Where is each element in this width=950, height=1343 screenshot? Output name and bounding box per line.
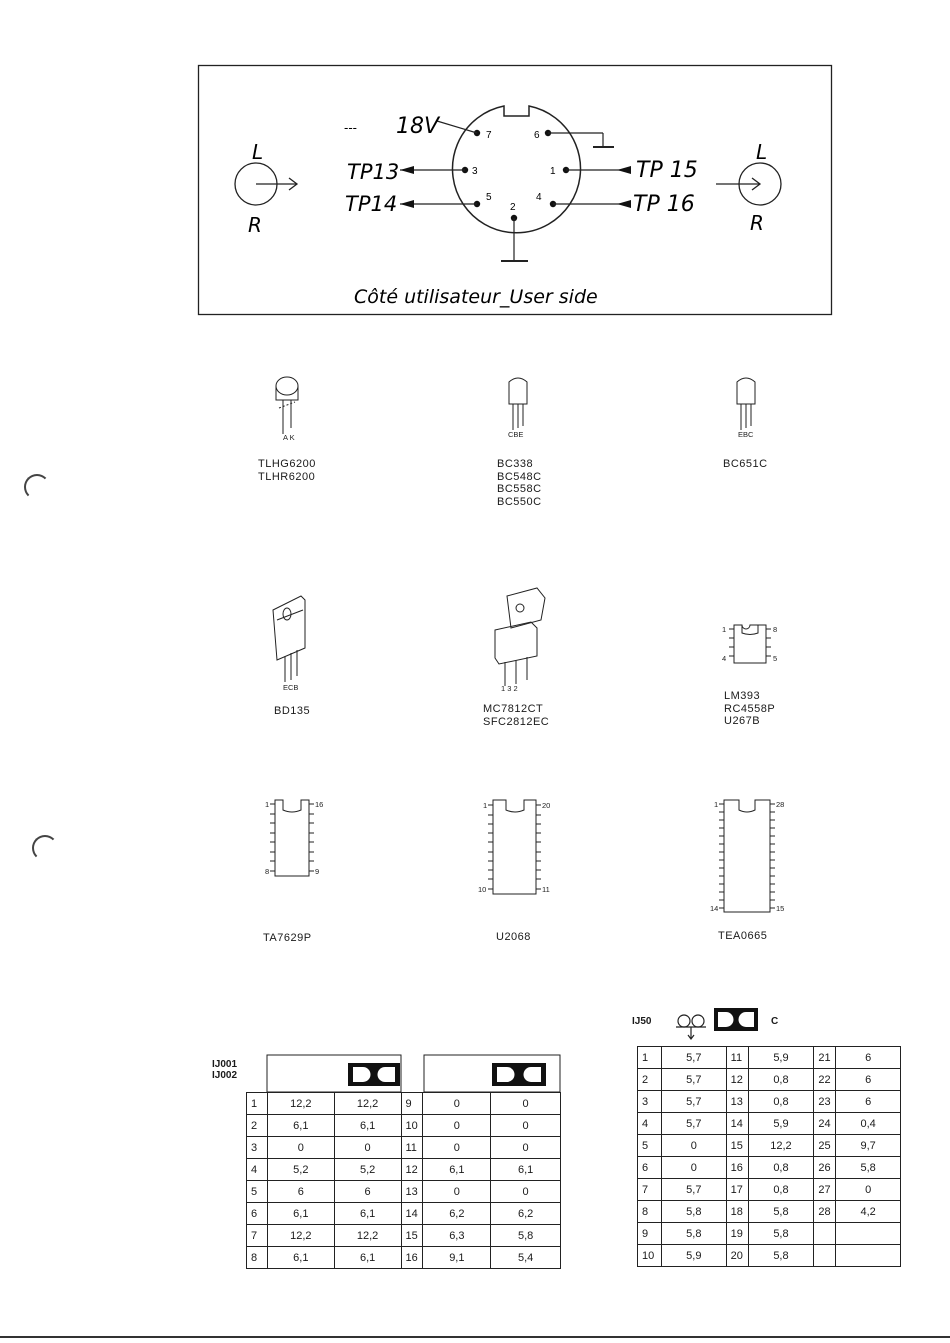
table-row bbox=[247, 1181, 561, 1203]
to92-pin-label: CBE bbox=[508, 430, 524, 439]
voltage-cell: 5,8 bbox=[661, 1201, 726, 1223]
tea0665-part-number: TEA0665 bbox=[718, 930, 768, 942]
dip28-pin28: 28 bbox=[776, 800, 785, 809]
table-row bbox=[638, 1157, 901, 1179]
pin-cell: 25 bbox=[814, 1135, 836, 1157]
voltage-cell: 5,2 bbox=[334, 1159, 401, 1181]
to92-transistor-2-icon bbox=[737, 378, 755, 430]
voltage-cell: 6,1 bbox=[334, 1115, 401, 1137]
pin-cell: 10 bbox=[638, 1245, 662, 1267]
pin-cell: 28 bbox=[814, 1201, 836, 1223]
pin-cell: 18 bbox=[726, 1201, 748, 1223]
led-pin-label: A K bbox=[283, 433, 295, 442]
dip28-pin14: 14 bbox=[710, 904, 719, 913]
table-row bbox=[638, 1179, 901, 1201]
table-row bbox=[247, 1115, 561, 1137]
dolby-logo-icon bbox=[492, 1063, 546, 1086]
voltage-cell: 5,8 bbox=[836, 1157, 901, 1179]
transistor-part-numbers: BC338 BC548C BC558C BC550C bbox=[497, 458, 542, 508]
right-speaker-l: L bbox=[756, 140, 768, 164]
punch-hole-mark bbox=[32, 835, 58, 861]
pin-label-7: 7 bbox=[486, 130, 492, 141]
table1-id-1: IJ001 bbox=[212, 1059, 238, 1070]
pin-cell: 3 bbox=[247, 1137, 268, 1159]
pin-cell: 12 bbox=[726, 1069, 748, 1091]
left-speaker-symbol bbox=[235, 163, 297, 205]
pin-cell: 21 bbox=[814, 1047, 836, 1069]
voltage-cell: 0 bbox=[491, 1093, 561, 1115]
pin-cell: 15 bbox=[401, 1225, 423, 1247]
pin-cell: 5 bbox=[638, 1135, 662, 1157]
voltage-cell: 0 bbox=[423, 1093, 491, 1115]
table-row bbox=[247, 1203, 561, 1225]
pin-cell: 6 bbox=[638, 1157, 662, 1179]
dip28-pin1: 1 bbox=[714, 800, 719, 809]
left-speaker-r: R bbox=[248, 213, 262, 237]
voltage-cell: 6 bbox=[836, 1047, 901, 1069]
pin-cell: 15 bbox=[726, 1135, 748, 1157]
dip20-package-icon bbox=[488, 800, 541, 894]
pin-cell: 3 bbox=[638, 1091, 662, 1113]
voltage-cell: 6,1 bbox=[491, 1159, 561, 1181]
to220-regulator-icon bbox=[495, 588, 545, 686]
to220-pin-label: 1 3 2 bbox=[501, 684, 518, 693]
table-row bbox=[247, 1247, 561, 1269]
to92-2-pin-label: EBC bbox=[738, 430, 754, 439]
pin-cell: 6 bbox=[247, 1203, 268, 1225]
voltage-cell: 0 bbox=[491, 1115, 561, 1137]
pin-cell: 10 bbox=[401, 1115, 423, 1137]
pin-cell: 1 bbox=[638, 1047, 662, 1069]
table-row bbox=[247, 1159, 561, 1181]
voltage-cell: 0,8 bbox=[748, 1157, 814, 1179]
bc651c-part-number: BC651C bbox=[723, 458, 768, 470]
pin-cell: 17 bbox=[726, 1179, 748, 1201]
voltage-cell: 0 bbox=[267, 1137, 334, 1159]
voltage-cell: 6 bbox=[836, 1069, 901, 1091]
led-outline-icon bbox=[276, 377, 298, 434]
pin-cell: 16 bbox=[401, 1247, 423, 1269]
pin-label-3: 3 bbox=[472, 166, 478, 177]
u2068-part-number: U2068 bbox=[496, 931, 531, 943]
pin-cell: 11 bbox=[726, 1047, 748, 1069]
dc-supply-symbol: --- bbox=[344, 120, 357, 135]
pin-cell: 9 bbox=[401, 1093, 423, 1115]
tape-head-icon bbox=[676, 1015, 706, 1039]
pin-cell: 8 bbox=[638, 1201, 662, 1223]
table-row bbox=[638, 1069, 901, 1091]
table2-voltages bbox=[637, 1046, 901, 1267]
pin-cell: 20 bbox=[726, 1245, 748, 1267]
pin-cell: 14 bbox=[401, 1203, 423, 1225]
voltage-cell: 6,1 bbox=[267, 1247, 334, 1269]
pin-label-6: 6 bbox=[534, 130, 540, 141]
table-row bbox=[638, 1113, 901, 1135]
voltage-cell: 0,8 bbox=[748, 1091, 814, 1113]
voltage-cell: 0,4 bbox=[836, 1113, 901, 1135]
voltage-cell: 9,7 bbox=[836, 1135, 901, 1157]
pin-label-1: 1 bbox=[550, 166, 556, 177]
dip16-pin8: 8 bbox=[265, 867, 270, 876]
pin-cell: 4 bbox=[638, 1113, 662, 1135]
dip8-pin8: 8 bbox=[773, 625, 778, 634]
pin-cell: 2 bbox=[247, 1115, 268, 1137]
page-bottom-rule bbox=[0, 1336, 950, 1338]
table1-header bbox=[266, 1053, 561, 1093]
table-row bbox=[638, 1135, 901, 1157]
pin-cell: 27 bbox=[814, 1179, 836, 1201]
pin-cell: 26 bbox=[814, 1157, 836, 1179]
voltage-cell: 6,1 bbox=[334, 1203, 401, 1225]
right-speaker-r: R bbox=[750, 211, 764, 235]
pin-cell: 7 bbox=[638, 1179, 662, 1201]
pin-cell: 7 bbox=[247, 1225, 268, 1247]
voltage-cell: 6,1 bbox=[267, 1115, 334, 1137]
pin-cell: 1 bbox=[247, 1093, 268, 1115]
dip28-package-icon bbox=[719, 800, 775, 912]
voltage-cell: 5,7 bbox=[661, 1179, 726, 1201]
pin-cell: 13 bbox=[401, 1181, 423, 1203]
voltage-cell: 5,9 bbox=[661, 1245, 726, 1267]
pin-cell: 16 bbox=[726, 1157, 748, 1179]
voltage-cell: 5,7 bbox=[661, 1113, 726, 1135]
dip8-pin4: 4 bbox=[722, 654, 727, 663]
voltage-cell: 6,1 bbox=[423, 1159, 491, 1181]
dip20-pin20: 20 bbox=[542, 801, 551, 810]
regulator-part-numbers: MC7812CT SFC2812EC bbox=[483, 703, 550, 728]
to92-transistor-icon bbox=[509, 378, 527, 430]
pin-cell: 9 bbox=[638, 1223, 662, 1245]
voltage-cell: 0,8 bbox=[748, 1069, 814, 1091]
dip8-part-numbers: LM393 RC4558P U267B bbox=[724, 690, 776, 727]
pin-cell: 12 bbox=[401, 1159, 423, 1181]
table-row bbox=[638, 1201, 901, 1223]
voltage-cell: 9,1 bbox=[423, 1247, 491, 1269]
table2-header-symbols bbox=[672, 1005, 764, 1043]
voltage-cell: 5,8 bbox=[748, 1245, 814, 1267]
table2-suffix: C bbox=[771, 1016, 779, 1027]
dip16-pin16: 16 bbox=[315, 800, 324, 809]
pin-cell: 22 bbox=[814, 1069, 836, 1091]
ta7629p-part-number: TA7629P bbox=[263, 932, 312, 944]
supply-voltage-label: 18V bbox=[396, 114, 440, 139]
table-row bbox=[638, 1091, 901, 1113]
table-row bbox=[638, 1245, 901, 1267]
pin-cell: 5 bbox=[247, 1181, 268, 1203]
connector-diagram bbox=[0, 0, 950, 330]
voltage-cell: 0 bbox=[491, 1137, 561, 1159]
voltage-cell: 0 bbox=[661, 1157, 726, 1179]
pin-label-4: 4 bbox=[536, 192, 542, 203]
pin-cell: 23 bbox=[814, 1091, 836, 1113]
voltage-cell: 12,2 bbox=[267, 1093, 334, 1115]
voltage-cell: 12,2 bbox=[267, 1225, 334, 1247]
voltage-cell: 5,7 bbox=[661, 1047, 726, 1069]
pin-cell: 19 bbox=[726, 1223, 748, 1245]
voltage-cell: 5,7 bbox=[661, 1069, 726, 1091]
diagram-frame bbox=[199, 66, 832, 315]
voltage-cell: 12,2 bbox=[334, 1093, 401, 1115]
pin-cell: 14 bbox=[726, 1113, 748, 1135]
voltage-cell: 5,8 bbox=[491, 1225, 561, 1247]
table-row bbox=[247, 1137, 561, 1159]
voltage-cell: 6,1 bbox=[334, 1247, 401, 1269]
table-row bbox=[247, 1225, 561, 1247]
voltage-cell: 12,2 bbox=[748, 1135, 814, 1157]
dip16-package-icon bbox=[270, 800, 314, 876]
bd135-package-icon bbox=[273, 596, 305, 682]
left-speaker-l: L bbox=[252, 140, 264, 164]
voltage-cell: 6,2 bbox=[423, 1203, 491, 1225]
voltage-cell bbox=[836, 1245, 901, 1267]
voltage-cell: 0 bbox=[423, 1115, 491, 1137]
bd135-part-number: BD135 bbox=[274, 705, 311, 717]
pin-cell: 2 bbox=[638, 1069, 662, 1091]
voltage-cell: 0 bbox=[423, 1181, 491, 1203]
voltage-cell: 5,9 bbox=[748, 1047, 814, 1069]
dip8-pin5: 5 bbox=[773, 654, 778, 663]
dip28-pin15: 15 bbox=[776, 904, 785, 913]
pin-cell: 24 bbox=[814, 1113, 836, 1135]
voltage-cell: 6 bbox=[334, 1181, 401, 1203]
voltage-cell: 6 bbox=[267, 1181, 334, 1203]
pin-cell: 8 bbox=[247, 1247, 268, 1269]
voltage-cell: 5,8 bbox=[748, 1223, 814, 1245]
voltage-cell: 6,3 bbox=[423, 1225, 491, 1247]
tp15-label: TP 15 bbox=[636, 158, 698, 183]
voltage-cell: 5,8 bbox=[748, 1201, 814, 1223]
table1-voltages bbox=[246, 1092, 561, 1269]
voltage-cell: 6,1 bbox=[267, 1203, 334, 1225]
voltage-cell: 0 bbox=[334, 1137, 401, 1159]
dip8-pin1: 1 bbox=[722, 625, 727, 634]
table-row bbox=[247, 1093, 561, 1115]
pin-label-2: 2 bbox=[510, 202, 516, 213]
voltage-cell: 0 bbox=[836, 1179, 901, 1201]
dip16-pin1: 1 bbox=[265, 800, 270, 809]
voltage-cell: 5,9 bbox=[748, 1113, 814, 1135]
dip16-pin9: 9 bbox=[315, 867, 320, 876]
dip20-pin1: 1 bbox=[483, 801, 488, 810]
voltage-cell: 0 bbox=[423, 1137, 491, 1159]
voltage-cell: 6 bbox=[836, 1091, 901, 1113]
voltage-cell: 6,2 bbox=[491, 1203, 561, 1225]
voltage-cell: 0 bbox=[491, 1181, 561, 1203]
dip20-pin11: 11 bbox=[542, 885, 550, 894]
dolby-logo-icon bbox=[714, 1008, 758, 1031]
table2-id: IJ50 bbox=[632, 1016, 652, 1027]
voltage-cell: 0 bbox=[661, 1135, 726, 1157]
bd135-pin-label: ECB bbox=[283, 683, 299, 692]
voltage-cell: 0,8 bbox=[748, 1179, 814, 1201]
component-outlines bbox=[0, 330, 950, 950]
pin-cell: 13 bbox=[726, 1091, 748, 1113]
voltage-cell: 5,7 bbox=[661, 1091, 726, 1113]
voltage-cell: 12,2 bbox=[334, 1225, 401, 1247]
table-row bbox=[638, 1047, 901, 1069]
connector-caption: Côté utilisateur_User side bbox=[354, 286, 598, 308]
table-row bbox=[638, 1223, 901, 1245]
table1-id-2: IJ002 bbox=[212, 1070, 238, 1081]
right-speaker-symbol bbox=[716, 163, 781, 205]
pin-cell: 4 bbox=[247, 1159, 268, 1181]
dolby-logo-icon bbox=[348, 1063, 400, 1086]
voltage-cell: 5,2 bbox=[267, 1159, 334, 1181]
voltage-cell: 4,2 bbox=[836, 1201, 901, 1223]
punch-hole-mark bbox=[24, 474, 50, 500]
pin-cell: 11 bbox=[401, 1137, 423, 1159]
led-part-numbers: TLHG6200 TLHR6200 bbox=[258, 458, 316, 483]
voltage-cell: 5,4 bbox=[491, 1247, 561, 1269]
pin-cell bbox=[814, 1245, 836, 1267]
tp14-label: TP14 bbox=[345, 192, 398, 216]
pin-label-5: 5 bbox=[486, 192, 492, 203]
dip8-package-icon bbox=[729, 625, 771, 663]
voltage-cell: 5,8 bbox=[661, 1223, 726, 1245]
voltage-cell bbox=[836, 1223, 901, 1245]
pin-cell bbox=[814, 1223, 836, 1245]
tp13-label: TP13 bbox=[347, 160, 400, 184]
dip20-pin10: 10 bbox=[478, 885, 487, 894]
tp16-label: TP 16 bbox=[633, 192, 695, 217]
